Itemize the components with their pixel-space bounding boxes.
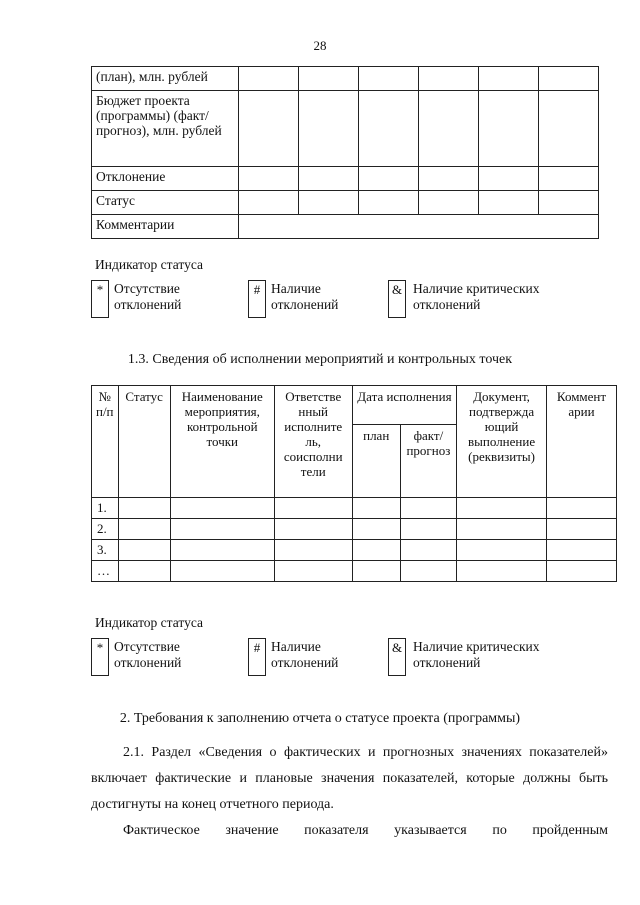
header-date-fact: факт/ прогноз bbox=[400, 425, 457, 498]
indicator-symbol: * bbox=[91, 280, 109, 318]
table-cell bbox=[479, 167, 539, 191]
table-cell bbox=[359, 191, 419, 215]
table-cell bbox=[274, 519, 352, 540]
table-cell bbox=[457, 561, 547, 582]
table-cell bbox=[479, 67, 539, 91]
table-cell bbox=[457, 540, 547, 561]
header-responsible: Ответстве нный исполните ль, соисполни тели bbox=[274, 386, 352, 498]
row-label: Бюджет проекта (программы) (факт/прогноз), млн. рублей bbox=[92, 91, 239, 167]
table-cell bbox=[546, 540, 616, 561]
indicator-label: Наличие критических отклонений bbox=[413, 281, 540, 312]
table-cell bbox=[299, 91, 359, 167]
table-cell bbox=[457, 519, 547, 540]
indicator-symbol: & bbox=[388, 638, 406, 676]
table-cell bbox=[400, 519, 457, 540]
table-cell bbox=[359, 167, 419, 191]
table-row bbox=[92, 167, 599, 191]
row-label: Комментарии bbox=[92, 215, 239, 239]
row-label: Отклонение bbox=[92, 167, 239, 191]
table-cell bbox=[352, 519, 400, 540]
header-date-plan: план bbox=[352, 425, 400, 498]
table-cell bbox=[419, 167, 479, 191]
comments-cell bbox=[239, 215, 599, 239]
table-cell bbox=[546, 498, 616, 519]
table-cell bbox=[479, 91, 539, 167]
table-cell bbox=[419, 67, 479, 91]
table-cell bbox=[274, 561, 352, 582]
table-cell bbox=[539, 67, 599, 91]
table-row bbox=[92, 561, 617, 582]
indicator-label: Наличие отклонений bbox=[271, 639, 339, 670]
header-status: Статус bbox=[118, 386, 170, 498]
table-cell bbox=[299, 191, 359, 215]
table-row bbox=[92, 498, 617, 519]
table-cell bbox=[419, 91, 479, 167]
indicator-label: Наличие критических отклонений bbox=[413, 639, 540, 670]
indicator-symbol: # bbox=[248, 280, 266, 318]
table-cell bbox=[400, 561, 457, 582]
row-label: Статус bbox=[92, 191, 239, 215]
table-row bbox=[92, 519, 617, 540]
table-cell bbox=[170, 561, 274, 582]
header-date: Дата исполнения bbox=[352, 386, 456, 425]
table-cell bbox=[539, 167, 599, 191]
indicator-symbol: * bbox=[91, 638, 109, 676]
indicator-label: Отсутствие отклонений bbox=[114, 281, 182, 312]
table-cell bbox=[457, 498, 547, 519]
table-row bbox=[92, 191, 599, 215]
indicator-label: Наличие отклонений bbox=[271, 281, 339, 312]
table-cell bbox=[274, 498, 352, 519]
table-cell bbox=[118, 498, 170, 519]
indicator-title: Индикатор статуса bbox=[95, 615, 203, 630]
header-name: Наименование мероприятия, контрольной точки bbox=[170, 386, 274, 498]
table-cell bbox=[352, 561, 400, 582]
table-cell bbox=[352, 498, 400, 519]
table-cell bbox=[239, 191, 299, 215]
table-cell bbox=[274, 540, 352, 561]
table-cell bbox=[359, 91, 419, 167]
table-row bbox=[92, 67, 599, 91]
table-cell bbox=[118, 540, 170, 561]
header-row bbox=[92, 386, 617, 425]
table-cell bbox=[170, 519, 274, 540]
events-table bbox=[91, 385, 617, 582]
row-number: 3. bbox=[92, 540, 119, 561]
table-cell bbox=[539, 191, 599, 215]
indicator-label: Отсутствие отклонений bbox=[114, 639, 182, 670]
indicator-symbol: & bbox=[388, 280, 406, 318]
table-cell bbox=[400, 540, 457, 561]
table-cell bbox=[239, 91, 299, 167]
table-cell bbox=[118, 561, 170, 582]
table-cell bbox=[299, 67, 359, 91]
header-comments: Коммент арии bbox=[546, 386, 616, 498]
row-number: 2. bbox=[92, 519, 119, 540]
page-number: 28 bbox=[313, 38, 327, 53]
table-row bbox=[92, 540, 617, 561]
row-label: (план), млн. рублей bbox=[92, 67, 239, 91]
table-cell bbox=[239, 67, 299, 91]
table-cell bbox=[539, 91, 599, 167]
header-document: Документ, подтвержда ющий выполнение (реквизиты) bbox=[457, 386, 547, 498]
table-cell bbox=[170, 498, 274, 519]
table-cell bbox=[359, 67, 419, 91]
header-num: № п/п bbox=[92, 386, 119, 498]
paragraph: 2.1. Раздел «Сведения о фактических и прогнозных значениях показателей» включает фактические и плановые значения показателей, которые должны быть достигнуты на конец отчетного периода. bbox=[91, 745, 608, 812]
table-cell bbox=[400, 498, 457, 519]
indicator-title: Индикатор статуса bbox=[95, 257, 203, 272]
budget-table bbox=[91, 66, 599, 239]
table-cell bbox=[118, 519, 170, 540]
paragraph: Фактическое значение показателя указывается по пройденным bbox=[123, 823, 608, 838]
row-number: … bbox=[92, 561, 119, 582]
table-cell bbox=[352, 540, 400, 561]
row-number: 1. bbox=[92, 498, 119, 519]
indicator-symbol: # bbox=[248, 638, 266, 676]
table-row bbox=[92, 91, 599, 167]
table-cell bbox=[170, 540, 274, 561]
table-cell bbox=[419, 191, 479, 215]
table-cell bbox=[239, 167, 299, 191]
table-row bbox=[92, 215, 599, 239]
section-title: 1.3. Сведения об исполнении мероприятий и контрольных точек bbox=[127, 352, 513, 367]
table-cell bbox=[299, 167, 359, 191]
table-cell bbox=[546, 561, 616, 582]
section-title: 2. Требования к заполнению отчета о статусе проекта (программы) bbox=[119, 711, 521, 726]
table-cell bbox=[479, 191, 539, 215]
table-cell bbox=[546, 519, 616, 540]
